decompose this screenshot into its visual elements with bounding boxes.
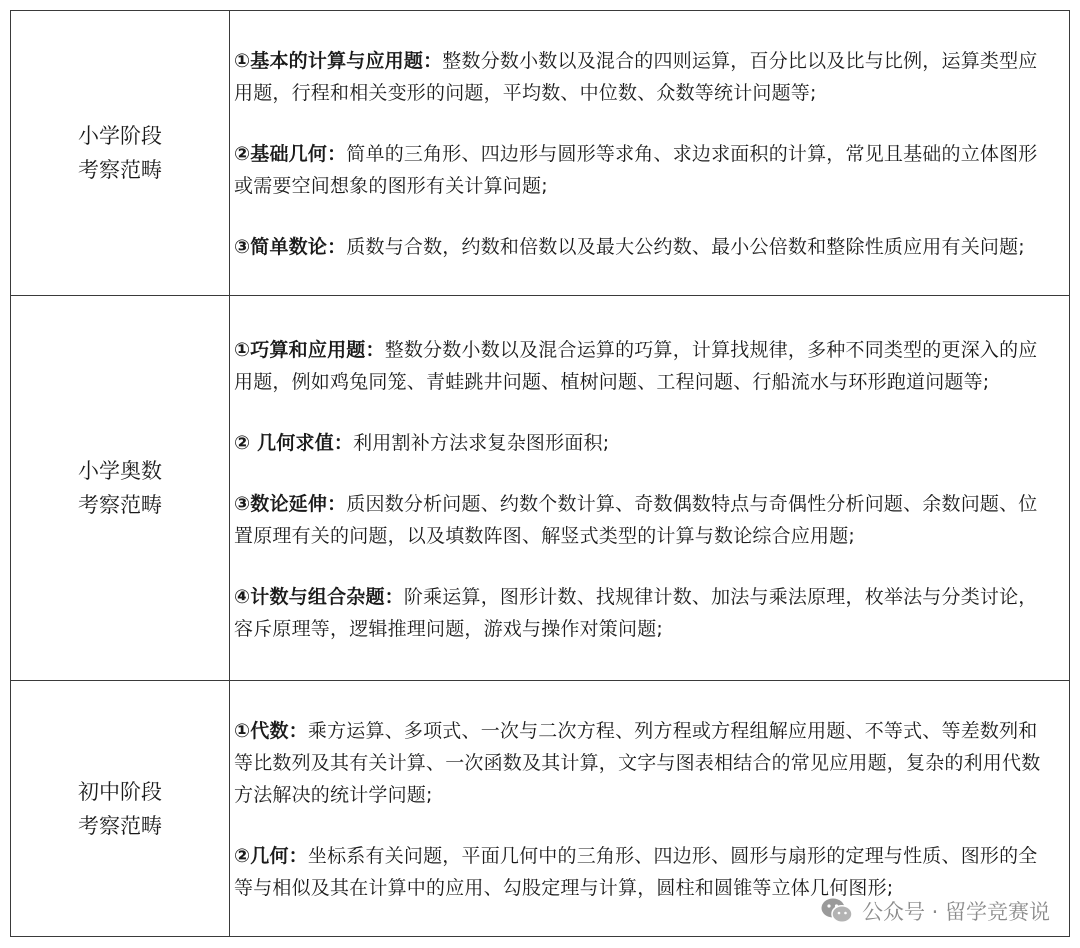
watermark [820,896,1050,926]
item-text: 利用割补方法求复杂图形面积; [353,431,610,454]
item-title: ④计数与组合杂题： [234,585,404,608]
stage-label: 考察范畴 [78,813,162,838]
item-title: ①代数： [234,720,308,742]
item-text: 乘方运算、多项式、一次与二次方程、列方程或方程组解应用题、不等式、等差数列和等比数列及其有关计算、一次函数及其计算，文字与图表相结合的常见应用题，复杂的利用代数方法解决的统计学问题; [234,720,1041,806]
content-cell [230,296,1070,681]
item-text: 质数与合数，约数和倍数以及最大公约数、最小公倍数和整除性质应用有关问题; [346,236,1025,258]
stage-label: 初中阶段 [78,779,162,804]
list-item [234,840,1053,904]
list-item [234,334,1053,398]
stage-cell [11,296,230,681]
list-item [234,138,1053,202]
list-item [234,427,1053,459]
watermark-text: 公众号 · 留学竞赛说 [861,900,1050,924]
list-item [234,581,1053,645]
list-item [234,488,1053,552]
table-row [11,11,1070,296]
list-item [234,45,1053,109]
item-text: 坐标系有关问题，平面几何中的三角形、四边形、圆形与扇形的定理与性质、图形的全等与相似及其在计算中的应用、勾股定理与计算，圆柱和圆锥等立体几何图形; [234,845,1038,899]
item-title: ③简单数论： [234,236,347,258]
stage-cell [11,11,230,296]
stage-label: 小学奥数 [78,459,162,483]
stage-label: 小学阶段 [78,124,162,148]
stage-label: 考察范畴 [78,158,162,182]
item-title: ②几何： [234,845,308,867]
item-title: ①基本的计算与应用题： [234,50,443,72]
stage-label: 考察范畴 [78,493,162,517]
item-title: ①巧算和应用题： [234,338,385,361]
item-text: 整数分数小数以及混合的四则运算，百分比以及比与比例，运算类型应用题，行程和相关变形的问题，平均数、中位数、众数等统计问题等; [234,50,1038,104]
content-cell [230,11,1070,296]
table-row [11,296,1070,681]
list-item [234,231,1053,263]
item-text: 质因数分析问题、约数个数计算、奇数偶数特点与奇偶性分析问题、余数问题、位置原理有关的问题，以及填数阵图、解竖式类型的计算与数论综合应用题; [234,492,1038,547]
item-text: 阶乘运算，图形计数、找规律计数、加法与乘法原理，枚举法与分类讨论，容斥原理等，逻辑推理问题，游戏与操作对策问题; [234,585,1038,640]
item-title: ②基础几何： [234,143,347,165]
item-title: ② 几何求值： [234,431,354,454]
item-text: 简单的三角形、四边形与圆形等求角、求边求面积的计算，常见且基础的立体图形或需要空间想象的图形有关计算问题; [234,143,1038,197]
item-title: ③数论延伸： [234,492,347,515]
wechat-icon [820,897,854,925]
item-text: 整数分数小数以及混合运算的巧算，计算找规律，多种不同类型的更深入的应用题，例如鸡兔同笼、青蛙跳井问题、植树问题、工程问题、行船流水与环形跑道问题等; [234,338,1038,393]
curriculum-scope-table [10,10,1070,937]
stage-cell [11,681,230,937]
list-item [234,715,1053,811]
